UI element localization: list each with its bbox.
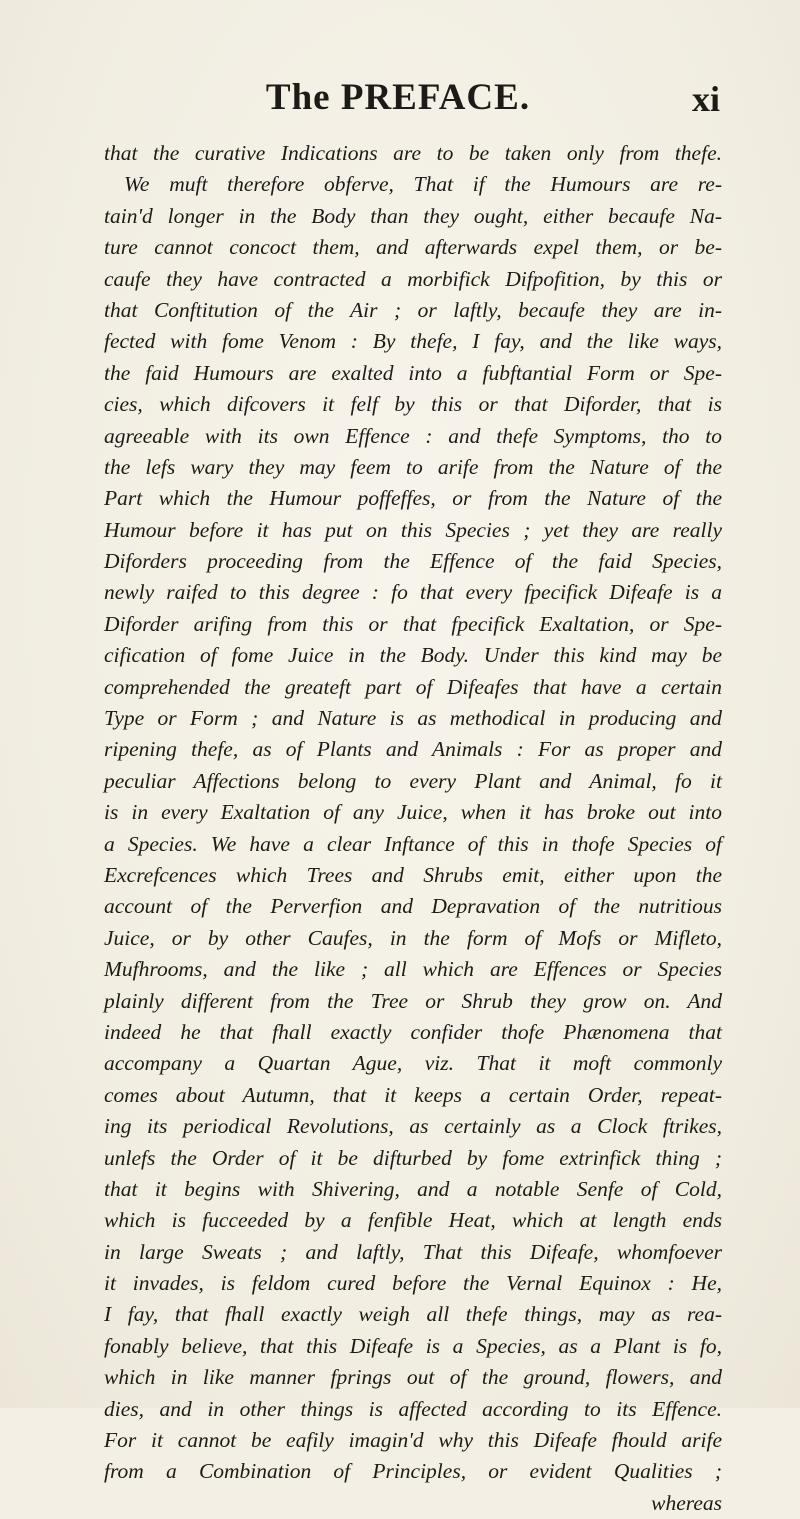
text-line: Juice, or by other Caufes, in the form of Mofs or Mifleto, [104,925,722,950]
text-line: comprehended the greateft part of Difeafes that have a certain [104,674,722,699]
text-line: fonably believe, that this Difeafe is a Species, as a Plant is fo, [104,1333,722,1358]
text-line: the lefs wary they may feem to arife from the Nature of the [104,454,722,479]
text-line: the faid Humours are exalted into a fubftantial Form or Spe- [104,360,722,385]
text-line: tain'd longer in the Body than they ought, either becaufe Na- [104,203,722,228]
page-number: xi [691,79,720,119]
text-line: Part which the Humour poffeffes, or from the Nature of the [104,486,722,511]
text-line: ripening thefe, as of Plants and Animals : For as proper and [104,737,722,762]
text-line: account of the Perverfion and Depravation of the nutritious [104,894,722,919]
text-line: comes about Autumn, that it keeps a certain Order, repeat- [104,1082,722,1107]
text-line: indeed he that fhall exactly confider thofe Phænomena that [104,1019,722,1044]
text-line: that it begins with Shivering, and a notable Senfe of Cold, [104,1176,722,1201]
text-line: ture cannot concoct them, and afterwards expel them, or be- [104,235,722,260]
text-line: Excrefcences which Trees and Shrubs emit, either upon the [104,862,722,887]
text-line: is in every Exaltation of any Juice, when it has broke out into [104,800,722,825]
text-line: unlefs the Order of it be difturbed by fome extrinfick thing ; [104,1145,722,1170]
text-line: a Species. We have a clear Inftance of this in thofe Species of [104,831,722,856]
text-line: in large Sweats ; and laftly, That this Difeafe, whomfoever [104,1239,722,1264]
text-line: accompany a Quartan Ague, viz. That it moft commonly [104,1051,722,1076]
text-line: I fay, that fhall exactly weigh all thefe things, may as rea- [104,1302,722,1327]
text-line: cification of fome Juice in the Body. Under this kind may be [104,643,722,668]
text-line: peculiar Affections belong to every Plant and Animal, fo it [104,768,722,793]
running-title: The PREFACE. [265,77,531,118]
text-line: it invades, is feldom cured before the Vernal Equinox : He, [104,1271,722,1296]
text-line: Mufhrooms, and the like ; all which are Effences or Species [104,957,722,982]
text-line: newly raifed to this degree : fo that every fpecifick Difeafe is a [104,580,722,605]
text-line: which is fucceeded by a fenfible Heat, which at length ends [104,1208,722,1233]
text-line: Diforder arifing from this or that fpecifick Exaltation, or Spe- [104,611,722,636]
text-line: which in like manner fprings out of the ground, flowers, and [104,1365,722,1390]
text-line: Type or Form ; and Nature is as methodical in producing and [104,706,722,731]
text-line: We muft therefore obferve, That if the Humours are re- [124,172,722,197]
text-line: fected with fome Venom : By thefe, I fay, and the like ways, [104,329,722,354]
text-line: ing its periodical Revolutions, as certainly as a Clock ftrikes, [104,1114,722,1139]
text-line: Humour before it has put on this Species ; yet they are really [104,517,722,542]
text-line: caufe they have contracted a morbifick Difpofition, by this or [104,266,722,291]
text-line: For it cannot be eafily imagin'd why this Difeafe fhould arife [104,1428,722,1453]
text-line: cies, which difcovers it felf by this or that Diforder, that is [104,392,722,417]
page-header [0,76,800,126]
text-line: that Conftitution of the Air ; or laftly, becaufe they are in- [104,297,722,322]
text-line: that the curative Indications are to be taken only from thefe. [104,141,722,165]
text-line: agreeable with its own Effence : and thefe Symptoms, tho to [104,423,722,448]
text-line: plainly different from the Tree or Shrub they grow on. And [104,988,722,1013]
text-line: Diforders proceeding from the Effence of the faid Species, [104,549,722,574]
preface-body-text [104,138,722,1519]
text-line: from a Combination of Principles, or evident Qualities ; [104,1459,722,1484]
text-line: dies, and in other things is affected according to its Effence. [104,1396,722,1421]
catchword: whereas [651,1490,722,1515]
